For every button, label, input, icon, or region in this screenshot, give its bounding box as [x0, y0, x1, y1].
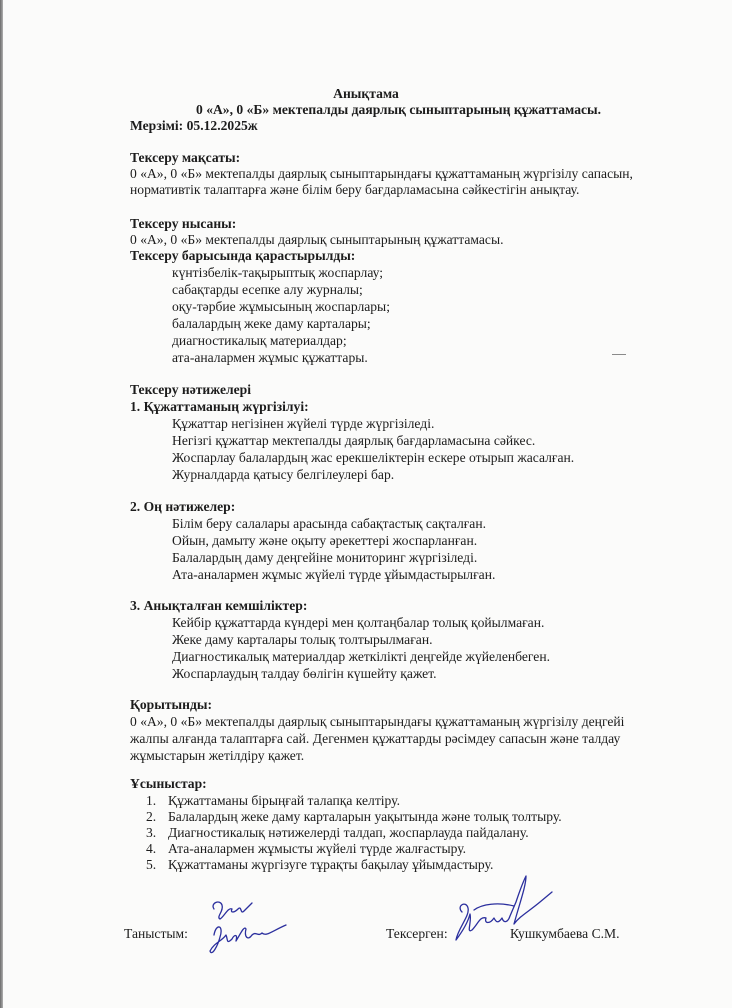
recommendation-text: Диагностикалық нәтижелерді талдап, жоспарлауда пайдалану. — [168, 825, 529, 840]
recommendation-text: Құжаттаманы жүргізуге тұрақты бақылау ұйымдастыру. — [168, 857, 494, 872]
results-item: Диагностикалық материалдар жеткілікті деңгейде жүйеленбеген. — [172, 649, 551, 664]
recommendation-item — [130, 841, 562, 857]
purpose-line: 0 «А», 0 «Б» мектепалды даярлық сыныптарындағы құжаттаманың жүргізілу сапасын, — [130, 166, 633, 181]
results-item: Жеке даму карталары толық толтырылмаған. — [172, 632, 433, 647]
object-text: 0 «А», 0 «Б» мектепалды даярлық сыныптарының құжаттамасы. — [130, 232, 504, 247]
recommendations-heading: Ұсыныстар: — [130, 776, 207, 791]
conclusion-heading: Қорытынды: — [130, 697, 212, 712]
recommendation-item — [130, 809, 562, 825]
results-heading: Тексеру нәтижелері — [130, 382, 251, 397]
results-item: Журналдарда қатысу белгілеулері бар. — [172, 467, 395, 482]
results-item: Балалардың даму деңгейіне мониторинг жүргізіледі. — [172, 550, 478, 565]
checker-name: Кушкумбаева С.М. — [510, 926, 620, 941]
recommendation-number: 5. — [146, 857, 157, 872]
recommendation-item — [130, 793, 562, 809]
document-date: Мерзімі: 05.12.2025ж — [130, 118, 258, 133]
conclusion-line: жұмыстарын жетілдіру қажет. — [130, 748, 305, 763]
object-heading: Тексеру нысаны: — [130, 216, 237, 231]
reviewed-item: диагностикалық материалдар; — [172, 333, 347, 348]
acknowledged-label: Таныстым: — [124, 926, 188, 941]
recommendation-number: 4. — [146, 841, 157, 856]
recommendation-item — [130, 857, 562, 873]
results-item: Ата-аналармен жұмыс жүйелі түрде ұйымдастырылған. — [172, 567, 496, 582]
recommendation-text: Құжаттаманы бірыңғай талапқа келтіру. — [168, 793, 401, 808]
recommendation-number: 2. — [146, 809, 157, 824]
results-item: Білім беру салалары арасында сабақтастық сақталған. — [172, 516, 487, 531]
recommendations-list — [130, 793, 562, 873]
results-section-heading: 3. Анықталған кемшіліктер: — [130, 598, 308, 613]
recommendation-number: 3. — [146, 825, 157, 840]
document-title: Анықтама — [333, 86, 399, 101]
reviewed-item: ата-аналармен жұмыс құжаттары. — [172, 350, 368, 365]
purpose-heading: Тексеру мақсаты: — [130, 150, 241, 165]
recommendation-text: Балалардың жеке даму карталарын уақытында және толық толтыру. — [168, 809, 562, 824]
results-item: Кейбір құжаттарда күндері мен қолтаңбалар толық қойылмаған. — [172, 615, 545, 630]
results-section-heading: 1. Құжаттаманың жүргізілуі: — [130, 399, 309, 414]
purpose-line: нормативтік талаптарға және білім беру бағдарламасына сәйкестігін анықтау. — [130, 182, 580, 197]
reviewed-item: оқу-тәрбие жұмысының жоспарлары; — [172, 299, 390, 314]
scan-mark — [612, 354, 626, 355]
recommendation-text: Ата-аналармен жұмысты жүйелі түрде жалғастыру. — [168, 841, 467, 856]
acknowledged-signature — [200, 895, 290, 965]
recommendation-number: 1. — [146, 793, 157, 808]
conclusion-line: 0 «А», 0 «Б» мектепалды даярлық сыныптарындағы құжаттаманың жүргізілу деңгейі — [130, 714, 625, 729]
results-item: Жоспарлаудың талдау бөлігін күшейту қажет. — [172, 666, 437, 681]
results-item: Негізгі құжаттар мектепалды даярлық бағдарламасына сәйкес. — [172, 433, 536, 448]
results-item: Жоспарлау балалардың жас ерекшеліктерін ескере отырып жасалған. — [172, 450, 575, 465]
reviewed-item: күнтізбелік-тақырыптық жоспарлау; — [172, 265, 384, 280]
reviewed-heading: Тексеру барысында қарастырылды: — [130, 248, 356, 263]
recommendation-item — [130, 825, 562, 841]
conclusion-line: жалпы алғанда талаптарға сай. Дегенмен құжаттарды рәсімдеу сапасын және талдау — [130, 731, 621, 746]
document-subtitle: 0 «А», 0 «Б» мектепалды даярлық сыныптарының құжаттамасы. — [196, 102, 602, 117]
checked-label: Тексерген: — [386, 926, 448, 941]
reviewed-item: сабақтарды есепке алу журналы; — [172, 282, 363, 297]
results-item: Ойын, дамыту және оқыту әрекеттері жоспарланған. — [172, 533, 478, 548]
results-section-heading: 2. Оң нәтижелер: — [130, 499, 236, 514]
results-item: Құжаттар негізінен жүйелі түрде жүргізіледі. — [172, 416, 435, 431]
reviewed-item: балалардың жеке даму карталары; — [172, 316, 371, 331]
